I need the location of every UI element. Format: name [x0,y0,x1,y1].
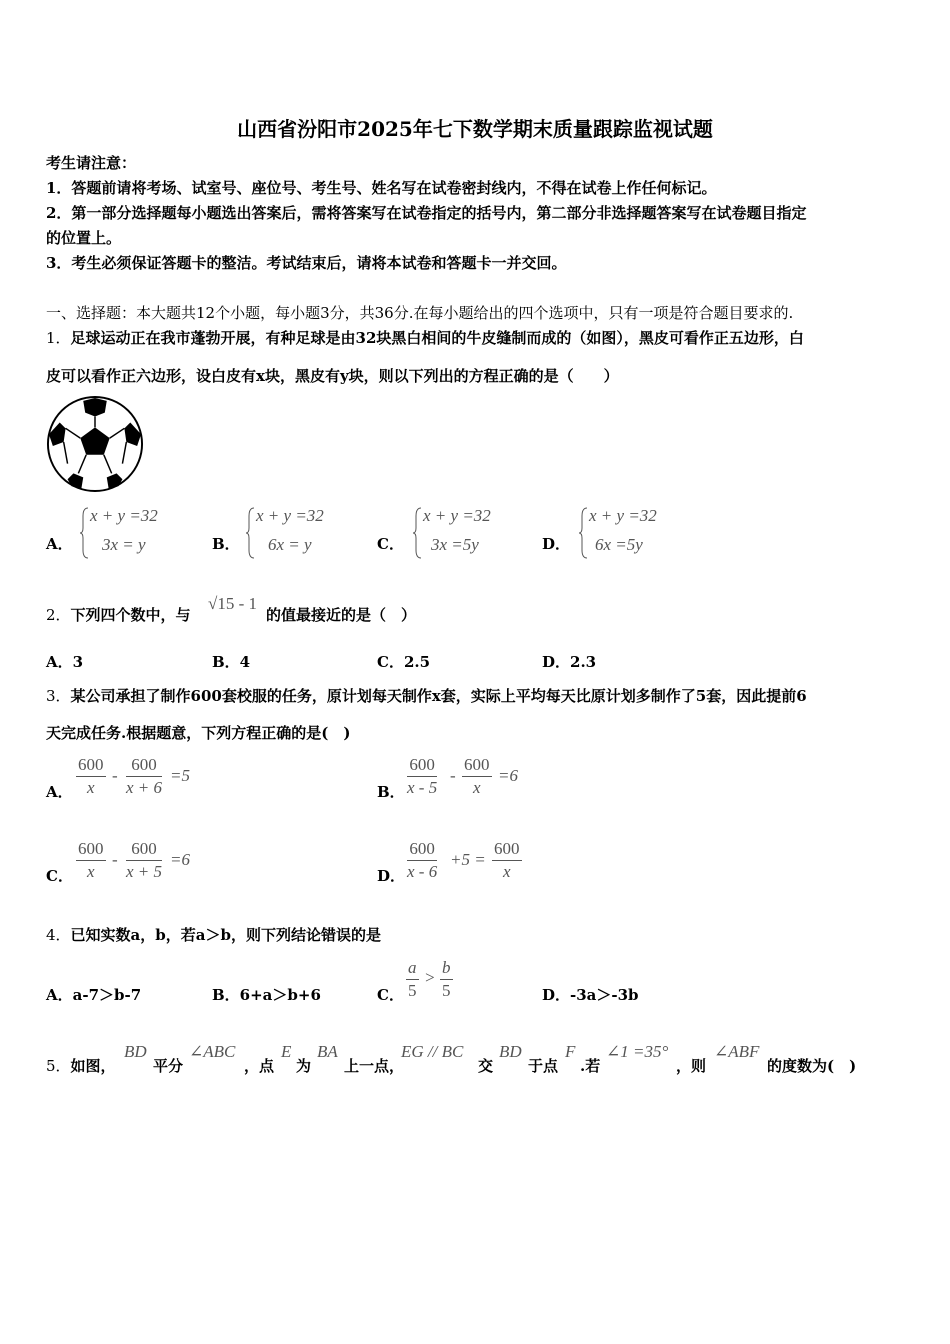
q5-math-bd-2: BD [499,1042,522,1061]
q4-option-a: A．a-7＞b-7 [46,986,142,1004]
q1-option-a-label: A． [46,535,73,553]
q1-text-1: 足球运动正在我市蓬勃开展，有种足球是由32块黑白相间的牛皮缝制而成的（如图），黑皮可看作正五边形，白 [70,329,804,347]
q5-math-angle-abc: ∠ABC [189,1042,236,1061]
soccer-ball-image [46,395,144,493]
q3-option-c-frac2: $\frac{600}{x + 5}$ [126,839,163,881]
brace-icon [80,506,90,560]
q4-text: 已知实数a，b，若a＞b，则下列结论错误的是 [70,926,381,944]
q5-math-e: E [281,1042,292,1061]
q3-line1 [46,685,807,706]
q3-option-c-frac1: $\frac{600}{x}$ [78,839,104,881]
notice-item-3: 3．考生必须保证答题卡的整洁。考试结束后，请将本试卷和答题卡一并交回。 [46,254,567,272]
q1-option-b-eq1: x + y =32 [256,506,324,525]
q4-option-b: B．6+a＞b+6 [212,986,321,1004]
q1-option-c-eq2: 3x =5y [431,535,479,554]
q5-text-1: 如图， [70,1057,116,1075]
q1-option-b-label: B． [212,535,240,553]
q1-number: 1． [46,329,71,347]
q3-option-d-frac2: $\frac{600}{x}$ [494,839,520,881]
brace-icon [246,506,256,560]
q5-math-angle1: ∠1 =35° [606,1042,669,1061]
q4-option-c-label: C． [377,986,404,1004]
q2-expression: √15 - 1 [208,594,257,613]
q3-option-b-label: B． [377,783,405,801]
q4-line [46,924,381,945]
q5-math-eg-parallel-bc: EG // BC [401,1042,464,1061]
q3-option-c-label: C． [46,867,73,885]
q3-option-a-frac1: $\frac{600}{x}$ [78,755,104,797]
q5-math-f: F [565,1042,576,1061]
q2-text-post: 的值最接近的是（ ） [266,606,417,624]
q5-text-6: 交 [478,1057,494,1075]
q1-option-d-eq1: x + y =32 [589,506,657,525]
notice-item-2-cont: 的位置上。 [46,229,122,247]
brace-icon [413,506,423,560]
q2-text-pre: 下列四个数中，与 [70,606,191,624]
notice-item-2: 2．第一部分选择题每小题选出答案后，需将答案写在试卷指定的括号内，第二部分非选择题答案写在试卷题目指定 [46,204,807,222]
q3-option-a-operator: - [112,766,118,785]
q5-line [46,1055,116,1076]
q1-option-c-label: C． [377,535,404,553]
q3-option-d-operator: +5 = [450,850,486,869]
q1-line1 [46,327,804,348]
q4-option-d: D．-3a＞-3b [542,986,639,1004]
page-title: 山西省汾阳市2025年七下数学期末质量跟踪监视试题 [237,117,713,141]
q5-math-angle-abf: ∠ABF [714,1042,760,1061]
q3-option-b-operator: - [450,766,456,785]
q3-text-2: 天完成任务.根据题意，下列方程正确的是( ) [46,724,351,742]
q1-option-a-eq1: x + y =32 [90,506,158,525]
q3-option-b-frac2: $\frac{600}{x}$ [464,755,490,797]
q4-option-c-frac2: $\frac{b}{5}$ [442,958,451,1000]
brace-icon [579,506,589,560]
q5-text-8: .若 [580,1057,601,1075]
q5-math-ba: BA [317,1042,338,1061]
notice-heading: 考生请注意： [46,154,137,172]
q3-number: 3． [46,687,71,705]
q1-option-c-eq1: x + y =32 [423,506,491,525]
q1-option-d-label: D． [542,535,571,553]
q3-option-a-label: A． [46,783,73,801]
q2-option-c: C．2.5 [377,653,431,671]
q2-option-b: B．4 [212,653,251,671]
q1-text-2: 皮可以看作正六边形，设白皮有x块，黑皮有y块，则以下列出的方程正确的是（ ） [46,367,619,385]
q3-option-a-frac2: $\frac{600}{x + 6}$ [126,755,163,797]
q3-option-d-label: D． [377,867,406,885]
q3-option-b-frac1: $\frac{600}{x - 5}$ [407,755,438,797]
q4-number: 4． [46,926,71,944]
q5-text-10: 的度数为( ) [767,1057,857,1075]
q5-text-2: 平分 [153,1057,184,1075]
q3-option-c-rhs: =6 [170,850,190,869]
q2-line [46,604,191,625]
q5-text-5: 上一点， [344,1057,405,1075]
q3-option-d-frac1: $\frac{600}{x - 6}$ [407,839,438,881]
q3-option-c-operator: - [112,850,118,869]
q5-text-7: 于点 [528,1057,559,1075]
q5-math-bd: BD [124,1042,147,1061]
q5-text-3: ，点 [244,1057,275,1075]
section-heading: 一、选择题：本大题共12个小题，每小题3分，共36分.在每小题给出的四个选项中，只有一项是符合题目要求的. [46,304,794,322]
q2-option-a: A．3 [46,653,84,671]
q1-option-a-eq2: 3x = y [102,535,146,554]
q3-option-b-rhs: =6 [498,766,518,785]
q1-option-b-eq2: 6x = y [268,535,312,554]
q2-option-d: D．2.3 [542,653,597,671]
q4-option-c-frac1: $\frac{a}{5}$ [408,958,417,1000]
q2-number: 2． [46,606,71,624]
q4-option-c-operator: > [424,968,436,987]
q5-text-4: 为 [296,1057,312,1075]
q5-number: 5． [46,1057,71,1075]
q1-option-d-eq2: 6x =5y [595,535,643,554]
q5-text-9: ，则 [676,1057,707,1075]
q3-text-1: 某公司承担了制作600套校服的任务，原计划每天制作x套，实际上平均每天比原计划多制作了5套，因此提前6 [70,687,807,705]
notice-item-1: 1．答题前请将考场、试室号、座位号、考生号、姓名写在试卷密封线内，不得在试卷上作任何标记。 [46,179,717,197]
q3-option-a-rhs: =5 [170,766,190,785]
